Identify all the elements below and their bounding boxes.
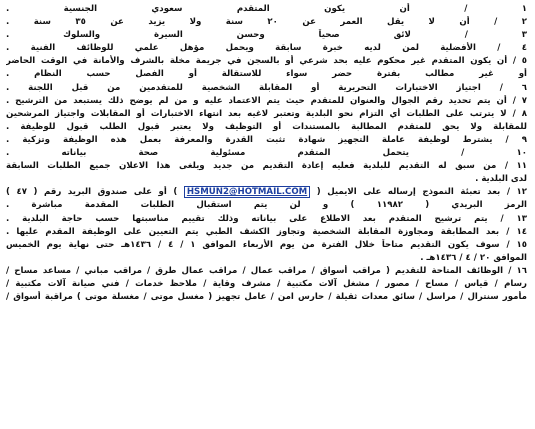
condition-14: ١٤ / بعد المطابقة ومجاوزة المقابلة الشخصية وتجاوز الكشف الطبي يتم التعيين على الوظيفة المقدم عليها . — [6, 226, 527, 237]
condition-16-continued: رسام / قياس / مساح / مصور / مشغل آلات مكتبية / مشرف وقاية / ملاحظ خدمات / فني صيانة آلات مكتبية / — [6, 278, 527, 289]
condition-5: ٥ / أن يكون المتقدم غير محكوم عليه بحد شرعي أو بالسجن في جريمة مخلة بالشرف والأمانة في الوقت الحاضر — [6, 56, 527, 67]
condition-2: ٢ / أن لا يقل العمر عن ٢٠ سنة ولا يزيد عن ٣٥ سنة . — [6, 17, 527, 28]
condition-6: ٦ / اجتياز الاختبارات التحريرية أو المقابلة الشخصية للمتقدمين من قبل اللجنة . — [6, 82, 527, 93]
condition-12-continued: الرمز البريدي ( ١١٩٨٢ ) و لن يتم استقبال الطلبات المقدمة مباشرة . — [6, 200, 527, 211]
condition-15: ١٥ / سوف يكون التقديم متاحاً خلال الفترة من يوم الأربعاء الموافق ١ / ٤ / ١٤٣٦هـ حتى نهاية يوم الخميس — [6, 239, 527, 250]
condition-13: ١٣ / يتم ترشيح المتقدم بعد الاطلاع على بياناته وذلك تقييم مناسبتها حسب حاجة البلدية . — [6, 213, 527, 224]
condition-11-continued: لدى البلدية . — [475, 174, 527, 185]
condition-9: ٩ / يشترط لوظيفة عاملة التجهيز شهادة تثبت القدرة والمعرفة بعمل هذه الوظيفة وتزكية . — [6, 134, 527, 145]
email-link[interactable]: HSMUN2@HOTMAIL.COM — [184, 186, 310, 198]
condition-5-continued: أو غير مطالب بفترة حضر سواء للاستقالة أو الفصل حسب النظام . — [6, 69, 527, 80]
condition-3: ٣ / لائق صحياً وحسن السيرة والسلوك . — [6, 30, 527, 41]
condition-16: ١٦ / الوظائف المتاحة للتقديم ( مراقب أسواق / مراقب عمال / مراقب عمال طرق / مراقب مباني / مساعد مساح / — [6, 265, 527, 276]
condition-12: ١٢ / بعد تعبئة النموذج إرساله على الايميل ( HSMUN2@HOTMAIL.COM ) أو على صندوق البريد رقم ( ٤٧ ) — [6, 187, 527, 198]
condition-8: ٨ / لا يترتب على الطلبات أي التزام نحو البلدية وتعتبر لاغيه بعد انتهاء الاختبارات أو المقابلات واجتياز المرشحين — [6, 108, 527, 119]
condition-10: ١٠ / يتحمل المتقدم مسئولية صحة بياناته . — [6, 148, 527, 159]
condition-15-continued: الموافق ٢٠ / ٤ / ١٤٣٦هـ . — [420, 252, 527, 263]
condition-8-continued: للمقابلة ولا يحق للمتقدم المطالبة بالمستندات أو التوظيف ولا يعتبر قبول الطلب قبول للوظيفة . — [6, 121, 527, 132]
condition-16-continued-2: مأمور سنترال / مراسل / سائق معدات ثقيلة / حارس امن / عامل تجهيز ( مغسل موتى / مغسلة موتى ) مراقبة أسواق / — [6, 292, 527, 303]
condition-7: ٧ / أن يتم تحديد رقم الجوال والعنوان للمتقدم حيث يتم الاعتماد عليه و من لم يوضح ذلك يستبعد من الترشيح . — [6, 95, 527, 106]
condition-1: ١ / أن يكون المتقدم سعودي الجنسية . — [6, 4, 527, 14]
condition-11: ١١ / من سبق له التقديم للبلدية فعليه إعادة التقديم من جديد ويلغى هذا الاعلان جميع الطلبات السابقة — [6, 161, 527, 172]
condition-4: ٤ / الأفضلية لمن لديه خبرة سابقة ويحمل مؤهل علمي للوظائف الفنية . — [6, 43, 527, 54]
